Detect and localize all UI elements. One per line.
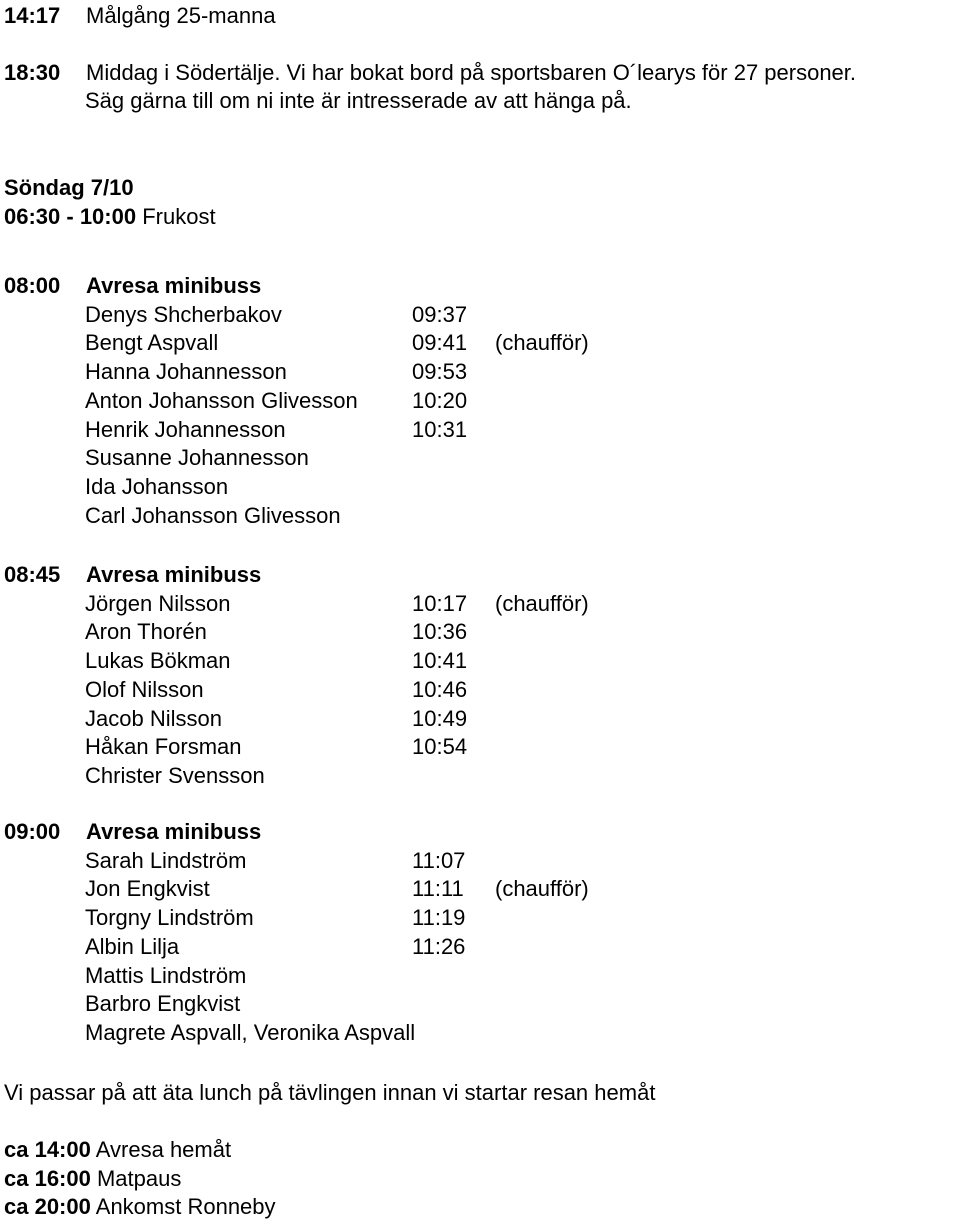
passenger-note: (chaufför) — [495, 330, 589, 356]
passenger-name: Ida Johansson — [85, 473, 229, 499]
passenger-name: Susanne Johannesson — [85, 445, 309, 471]
passenger-name: Carl Johansson Glivesson — [85, 502, 341, 528]
item-time: ca 14:00 — [4, 1137, 91, 1162]
item-text: Ankomst Ronneby — [95, 1194, 276, 1219]
passenger-time: 10:17 — [412, 590, 468, 616]
day-heading: Söndag 7/10 — [4, 175, 134, 200]
passenger-name: Jörgen Nilsson — [85, 590, 231, 616]
passenger-row — [85, 847, 685, 875]
passenger-name: Anton Johansson Glivesson — [85, 387, 358, 413]
bus-departure-time: 08:45 — [4, 562, 61, 587]
passenger-time: 10:54 — [412, 734, 468, 760]
passenger-name: Lukas Bökman — [85, 648, 231, 674]
bus-departure-heading — [4, 561, 261, 589]
passenger-row — [85, 733, 685, 761]
passenger-name: Torgny Lindström — [85, 905, 254, 931]
item-text: Matpaus — [96, 1166, 182, 1191]
schedule-item — [4, 59, 856, 87]
passenger-name: Jon Engkvist — [85, 876, 210, 902]
passenger-row — [85, 1019, 685, 1047]
passenger-time: 10:20 — [412, 387, 468, 413]
passenger-row — [85, 590, 685, 618]
passenger-row — [85, 358, 685, 386]
item-text: Frukost — [142, 204, 216, 229]
passenger-row — [85, 473, 685, 501]
passenger-name: Magrete Aspvall, Veronika Aspvall — [85, 1019, 416, 1045]
passenger-name: Denys Shcherbakov — [85, 301, 282, 327]
return-item — [4, 1165, 181, 1193]
passenger-name: Henrik Johannesson — [85, 416, 286, 442]
item-text: Målgång 25-manna — [86, 3, 276, 28]
item-time: ca 20:00 — [4, 1194, 91, 1219]
passenger-time: 11:19 — [412, 905, 466, 931]
passenger-row — [85, 875, 685, 903]
item-time: ca 16:00 — [4, 1166, 91, 1191]
item-continuation: Säg gärna till om ni inte är intresserade av att hänga på. — [85, 88, 632, 113]
passenger-row — [85, 387, 685, 415]
passenger-name: Albin Lilja — [85, 933, 180, 959]
bus-departure-heading — [4, 818, 261, 846]
item-text: Avresa hemåt — [95, 1137, 232, 1162]
passenger-name: Sarah Lindström — [85, 847, 247, 873]
passenger-name: Christer Svensson — [85, 762, 265, 788]
passenger-name: Barbro Engkvist — [85, 991, 241, 1017]
lunch-note: Vi passar på att äta lunch på tävlingen innan vi startar resan hemåt — [4, 1080, 656, 1105]
item-time: 18:30 — [4, 60, 61, 85]
bus-departure-time: 09:00 — [4, 819, 61, 844]
schedule-item — [4, 2, 276, 30]
passenger-row — [85, 933, 685, 961]
passenger-row — [85, 618, 685, 646]
passenger-row — [85, 301, 685, 329]
passenger-note: (chaufför) — [495, 876, 589, 902]
passenger-row — [85, 990, 685, 1018]
passenger-time: 10:46 — [412, 676, 468, 702]
item-time: 06:30 - 10:00 — [4, 204, 137, 229]
passenger-time: 09:37 — [412, 301, 468, 327]
passenger-name: Jacob Nilsson — [85, 705, 222, 731]
passenger-name: Olof Nilsson — [85, 676, 204, 702]
passenger-row — [85, 705, 685, 733]
passenger-row — [85, 329, 685, 357]
return-item — [4, 1136, 231, 1164]
passenger-time: 10:41 — [412, 648, 468, 674]
passenger-row — [85, 762, 685, 790]
bus-departure-label: Avresa minibuss — [86, 819, 262, 844]
passenger-row — [85, 416, 685, 444]
passenger-row — [85, 904, 685, 932]
passenger-name: Hanna Johannesson — [85, 359, 287, 385]
passenger-time: 11:07 — [412, 847, 466, 873]
passenger-row — [85, 444, 685, 472]
passenger-row — [85, 962, 685, 990]
passenger-row — [85, 502, 685, 530]
passenger-time: 09:41 — [412, 330, 468, 356]
passenger-name: Bengt Aspvall — [85, 330, 219, 356]
return-item — [4, 1193, 276, 1221]
passenger-name: Aron Thorén — [85, 619, 207, 645]
passenger-name: Mattis Lindström — [85, 962, 247, 988]
passenger-time: 10:31 — [412, 416, 468, 442]
passenger-time: 11:26 — [412, 933, 466, 959]
breakfast-item — [4, 203, 216, 231]
bus-departure-heading — [4, 272, 261, 300]
bus-departure-label: Avresa minibuss — [86, 273, 262, 298]
passenger-note: (chaufför) — [495, 590, 589, 616]
passenger-row — [85, 647, 685, 675]
passenger-time: 09:53 — [412, 359, 468, 385]
bus-departure-label: Avresa minibuss — [86, 562, 262, 587]
passenger-time: 10:49 — [412, 705, 468, 731]
passenger-time: 10:36 — [412, 619, 468, 645]
item-time: 14:17 — [4, 3, 61, 28]
item-text: Middag i Södertälje. Vi har bokat bord på sportsbaren O´learys för 27 personer. — [86, 60, 857, 85]
passenger-time: 11:11 — [412, 876, 464, 902]
bus-departure-time: 08:00 — [4, 273, 61, 298]
passenger-name: Håkan Forsman — [85, 734, 242, 760]
passenger-row — [85, 676, 685, 704]
